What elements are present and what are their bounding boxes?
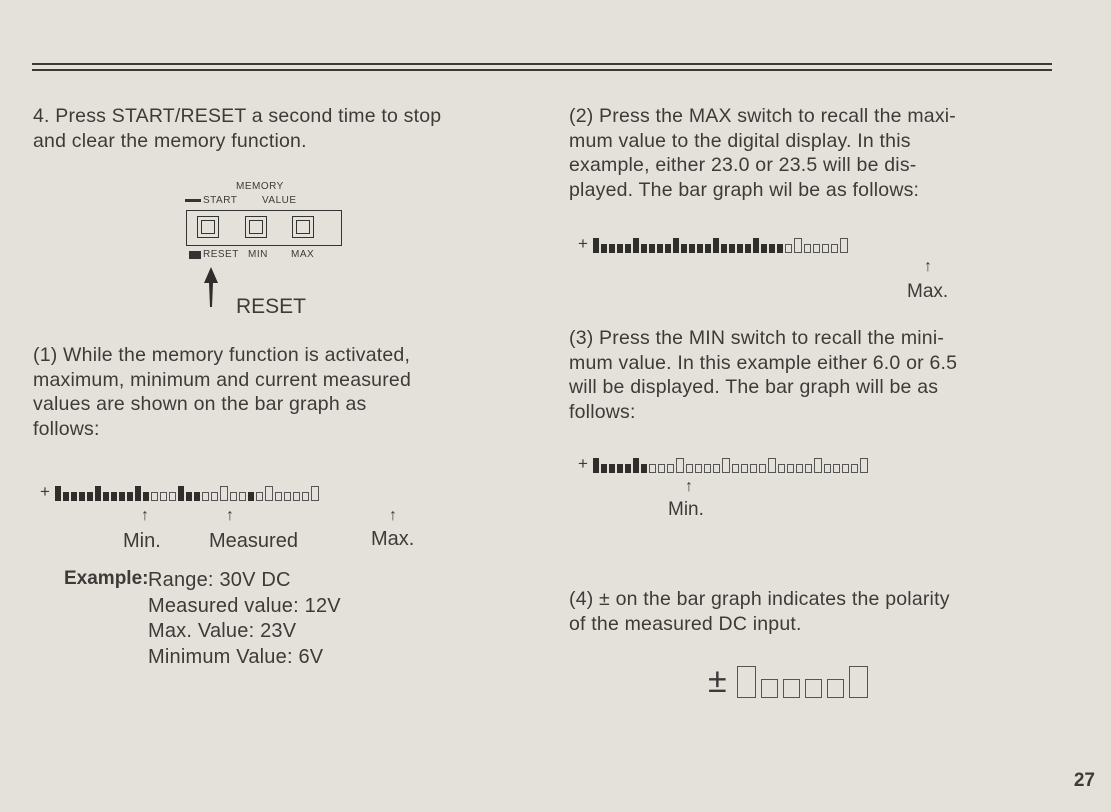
- bar-segment-unlit: [722, 458, 730, 473]
- polarity-segment: [783, 679, 800, 698]
- max-recall-label: Max.: [907, 281, 949, 302]
- bar-segment-lit: [95, 486, 101, 501]
- reset-caption: RESET: [236, 295, 307, 318]
- bar-segment-lit: [87, 492, 93, 501]
- bar-segment-lit: [248, 492, 254, 501]
- bar-segment-unlit: [840, 238, 848, 253]
- bar-segment-lit: [617, 244, 623, 253]
- plus-sign: +: [578, 454, 588, 473]
- bar-segment-lit: [143, 492, 149, 501]
- bar-segment-lit: [665, 244, 671, 253]
- bar-segment-unlit: [842, 464, 849, 473]
- bar-segment-unlit: [686, 464, 693, 473]
- bar-segment-lit: [753, 238, 759, 253]
- panel-value-label: VALUE: [262, 195, 297, 206]
- bar-segment-lit: [737, 244, 743, 253]
- bar-segment-unlit: [649, 464, 656, 473]
- bar-segment-unlit: [824, 464, 831, 473]
- bar-segment-lit: [657, 244, 663, 253]
- bar-segment-lit: [593, 238, 599, 253]
- polarity-segment: [761, 679, 778, 698]
- bar-label-measured: Measured: [209, 530, 298, 552]
- measured-arrow-icon: ↑: [226, 507, 234, 524]
- bar-segment-lit: [625, 464, 631, 473]
- bar-segment-unlit: [293, 492, 300, 501]
- bar-segment-unlit: [732, 464, 739, 473]
- bar-segment-unlit: [805, 464, 812, 473]
- memory-button-box: [186, 210, 342, 246]
- bar-graph-max-recall: [578, 235, 850, 253]
- bar-segment-unlit: [230, 492, 237, 501]
- reset-arrow-icon: [203, 267, 219, 312]
- header-rule-bottom: [32, 69, 1052, 71]
- max-recall-arrow-icon: ↑: [924, 258, 932, 275]
- bar-segment-lit: [745, 244, 751, 253]
- bar-segment-unlit: [768, 458, 776, 473]
- panel-start-label: START: [203, 195, 238, 206]
- bar-segment-unlit: [713, 464, 720, 473]
- polarity-segment: [827, 679, 844, 698]
- bar-segment-lit: [135, 486, 141, 501]
- step3-text: (3) Press the MIN switch to recall the mini- mum value. In this example either 6.0 or 6.5 will be displayed. The bar graph will be as follows:: [569, 327, 958, 423]
- bar-segment-unlit: [833, 464, 840, 473]
- bar-label-max: Max.: [371, 528, 415, 550]
- header-rule-top: [32, 63, 1052, 65]
- bar-graph-min-recall: [578, 455, 870, 473]
- bar-segment-lit: [609, 464, 615, 473]
- bar-segment-unlit: [787, 464, 794, 473]
- bar-segment-unlit: [302, 492, 309, 501]
- bar-segment-lit: [601, 464, 607, 473]
- bar-segment-lit: [689, 244, 695, 253]
- bar-segment-unlit: [160, 492, 167, 501]
- bar-segment-unlit: [759, 464, 766, 473]
- bar-segment-lit: [777, 244, 783, 253]
- bar-segment-unlit: [169, 492, 176, 501]
- panel-min-label: MIN: [248, 249, 268, 260]
- bar-segment-unlit: [658, 464, 665, 473]
- plus-sign: +: [578, 234, 588, 253]
- bar-segment-unlit: [796, 464, 803, 473]
- bar-segment-lit: [633, 238, 639, 253]
- bar-segment-lit: [55, 486, 61, 501]
- bar-segment-lit: [649, 244, 655, 253]
- bar-segment-lit: [721, 244, 727, 253]
- bar-segment-unlit: [814, 458, 822, 473]
- bar-segment-lit: [593, 458, 599, 473]
- bar-segment-unlit: [220, 486, 228, 501]
- min-recall-arrow-icon: ↑: [685, 478, 693, 495]
- bar-segment-lit: [601, 244, 607, 253]
- bar-segment-lit: [641, 464, 647, 473]
- bar-segment-unlit: [741, 464, 748, 473]
- bar-segment-lit: [641, 244, 647, 253]
- min-recall-label: Min.: [668, 499, 704, 520]
- start-indicator: [185, 199, 201, 202]
- bar-segment-unlit: [239, 492, 246, 501]
- step1-text: (1) While the memory function is activated, maximum, minimum and current measured values are shown on the bar graph as follows:: [33, 344, 412, 440]
- bar-segment-lit: [79, 492, 85, 501]
- bar-segment-unlit: [676, 458, 684, 473]
- bar-segment-unlit: [284, 492, 291, 501]
- bar-segment-lit: [127, 492, 133, 501]
- bar-segment-lit: [673, 238, 679, 253]
- polarity-segment: [805, 679, 822, 698]
- min-arrow-icon: ↑: [141, 507, 149, 524]
- step2-text: (2) Press the MAX switch to recall the maxi- mum value to the digital display. In this example, either 23.0 or 23.5 will be dis- played. The bar graph wil be as follows:: [569, 105, 956, 201]
- bar-segment-lit: [111, 492, 117, 501]
- bar-segment-lit: [71, 492, 77, 501]
- reset-indicator: [189, 251, 201, 259]
- bar-segment-lit: [63, 492, 69, 501]
- reset-button[interactable]: [197, 216, 219, 238]
- bar-segment-unlit: [860, 458, 868, 473]
- bar-segment-unlit: [794, 238, 802, 253]
- bar-segment-unlit: [311, 486, 319, 501]
- plus-minus-symbol: ±: [708, 662, 727, 700]
- bar-segment-unlit: [785, 244, 792, 253]
- bar-segment-unlit: [822, 244, 829, 253]
- bar-segment-unlit: [804, 244, 811, 253]
- bar-label-min: Min.: [123, 530, 161, 552]
- bar-segment-unlit: [831, 244, 838, 253]
- plus-sign: +: [40, 482, 50, 501]
- bar-segment-lit: [617, 464, 623, 473]
- example-values: Range: 30V DC Measured value: 12V Max. Value: 23V Minimum Value: 6V: [148, 569, 341, 668]
- bar-segment-lit: [119, 492, 125, 501]
- bar-segment-unlit: [151, 492, 158, 501]
- bar-segment-lit: [761, 244, 767, 253]
- min-button[interactable]: [245, 216, 267, 238]
- bar-segment-lit: [769, 244, 775, 253]
- bar-segment-unlit: [256, 492, 263, 501]
- bar-segment-lit: [186, 492, 192, 501]
- example-label: Example:: [64, 568, 149, 589]
- bar-segment-unlit: [695, 464, 702, 473]
- max-arrow-icon: ↑: [389, 507, 397, 524]
- bar-segment-lit: [705, 244, 711, 253]
- bar-segment-lit: [625, 244, 631, 253]
- bar-segment-unlit: [667, 464, 674, 473]
- bar-segment-lit: [697, 244, 703, 253]
- bar-segment-unlit: [813, 244, 820, 253]
- page-number: 27: [1073, 770, 1095, 791]
- bar-graph-memory: [40, 483, 321, 501]
- bar-segment-unlit: [851, 464, 858, 473]
- panel-reset-label: RESET: [203, 249, 239, 260]
- polarity-tall-segment: [849, 666, 868, 698]
- bar-segment-lit: [713, 238, 719, 253]
- bar-segment-unlit: [750, 464, 757, 473]
- step4-polarity-text: (4) ± on the bar graph indicates the polarity of the measured DC input.: [569, 588, 950, 635]
- bar-segment-lit: [609, 244, 615, 253]
- step4-text: 4. Press START/RESET a second time to stop and clear the memory function.: [33, 105, 442, 152]
- bar-segment-lit: [633, 458, 639, 473]
- bar-segment-unlit: [704, 464, 711, 473]
- panel-max-label: MAX: [291, 249, 315, 260]
- bar-segment-lit: [681, 244, 687, 253]
- polarity-tall-segment: [737, 666, 756, 698]
- bar-segment-unlit: [202, 492, 209, 501]
- bar-segment-lit: [194, 492, 200, 501]
- bar-segment-unlit: [275, 492, 282, 501]
- polarity-figure: [708, 664, 873, 698]
- bar-segment-unlit: [265, 486, 273, 501]
- bar-segment-lit: [178, 486, 184, 501]
- max-button[interactable]: [292, 216, 314, 238]
- panel-memory-label: MEMORY: [236, 181, 284, 192]
- bar-segment-lit: [103, 492, 109, 501]
- bar-segment-unlit: [778, 464, 785, 473]
- bar-segment-unlit: [211, 492, 218, 501]
- bar-segment-lit: [729, 244, 735, 253]
